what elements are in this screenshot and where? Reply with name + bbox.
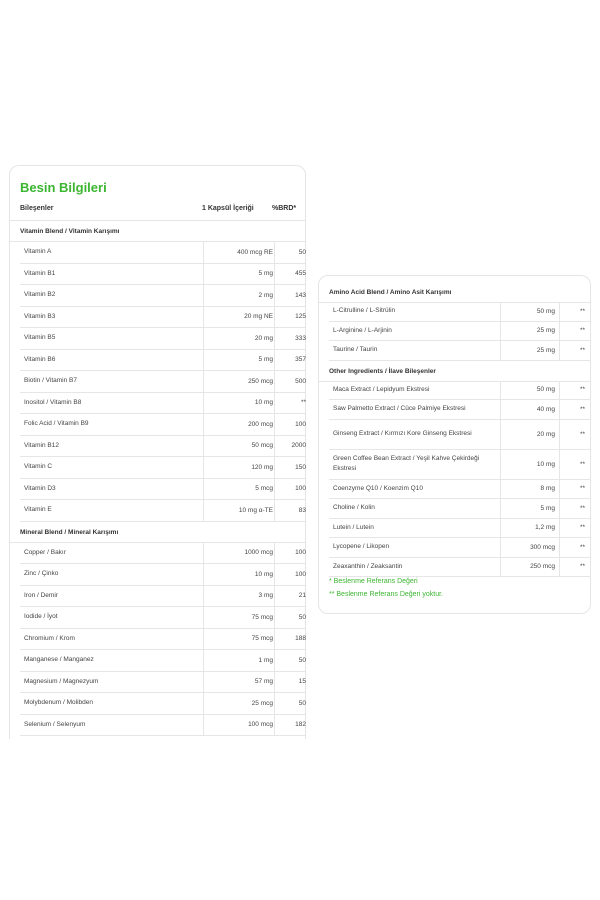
ingredient-amount: 10 mg bbox=[536, 460, 555, 468]
ingredient-amount: 25 mcg bbox=[251, 699, 273, 707]
column-divider bbox=[559, 558, 560, 577]
column-divider bbox=[559, 302, 560, 321]
ingredient-amount: 10 mg bbox=[254, 570, 273, 578]
column-divider bbox=[559, 499, 560, 518]
column-divider bbox=[274, 586, 275, 607]
table-row bbox=[329, 381, 590, 401]
table-row bbox=[20, 264, 305, 286]
ingredient-rdv: 357 bbox=[295, 356, 306, 364]
ingredient-amount: 57 mg bbox=[254, 678, 273, 686]
ingredient-amount: 2 mg bbox=[258, 291, 273, 299]
table-row bbox=[20, 328, 305, 350]
column-divider bbox=[274, 607, 275, 628]
ingredient-name: Lutein / Lutein bbox=[333, 523, 374, 531]
ingredient-amount: 20 mg bbox=[536, 430, 555, 438]
ingredient-name: Copper / Bakır bbox=[24, 548, 66, 556]
ingredient-amount: 25 mg bbox=[536, 346, 555, 354]
column-divider bbox=[274, 564, 275, 585]
column-divider bbox=[274, 350, 275, 371]
ingredient-name: Coenzyme Q10 / Koenzim Q10 bbox=[333, 484, 423, 492]
ingredient-rdv: 50 bbox=[298, 656, 306, 664]
column-divider bbox=[274, 371, 275, 392]
column-divider bbox=[274, 307, 275, 328]
ingredient-amount: 20 mg NE bbox=[244, 313, 273, 321]
table-row bbox=[20, 693, 305, 715]
header-rdv: %BRD* bbox=[272, 205, 297, 212]
ingredient-name: Maca Extract / Lepidyum Ekstresi bbox=[333, 385, 430, 393]
ingredient-rdv: ** bbox=[579, 524, 585, 532]
ingredient-rdv: 50 bbox=[298, 613, 306, 621]
ingredient-rdv: 100 bbox=[295, 485, 306, 493]
ingredient-amount: 5 mg bbox=[540, 504, 555, 512]
ingredient-rdv: 333 bbox=[295, 334, 306, 342]
ingredient-rdv: ** bbox=[579, 485, 585, 493]
ingredient-rdv: 2000 bbox=[291, 442, 306, 450]
column-divider bbox=[274, 693, 275, 714]
ingredient-name: Green Coffee Bean Extract / Yeşil Kahve Çekirdeği Ekstresi bbox=[333, 455, 480, 472]
ingredient-rdv: ** bbox=[579, 543, 585, 551]
table-row bbox=[20, 650, 305, 672]
ingredient-amount: 50 mcg bbox=[251, 442, 273, 450]
ingredient-name: Biotin / Vitamin B7 bbox=[24, 377, 77, 385]
ingredient-amount: 1 mg bbox=[258, 656, 273, 664]
column-divider bbox=[559, 400, 560, 419]
ingredient-rdv: ** bbox=[579, 405, 585, 413]
ingredient-name: Vitamin B1 bbox=[24, 269, 56, 277]
column-divider bbox=[274, 328, 275, 349]
ingredient-amount: 1000 mcg bbox=[244, 549, 273, 557]
column-divider bbox=[274, 264, 275, 285]
column-divider bbox=[559, 538, 560, 557]
ingredient-rdv: 100 bbox=[295, 549, 306, 557]
ingredient-name: Lycopene / Likopen bbox=[333, 543, 390, 551]
column-divider bbox=[274, 715, 275, 736]
table-row bbox=[329, 420, 590, 450]
footnote-rdv: * Beslenme Referans Değeri bbox=[329, 578, 418, 585]
table-row bbox=[20, 586, 305, 608]
ingredient-amount: 400 mcg RE bbox=[237, 248, 273, 256]
table-row bbox=[329, 450, 590, 480]
ingredient-rdv: ** bbox=[300, 399, 306, 407]
ingredient-name: Selenium / Selenyum bbox=[24, 720, 86, 728]
column-divider bbox=[559, 420, 560, 449]
ingredient-rdv: 455 bbox=[295, 270, 306, 278]
column-divider bbox=[274, 285, 275, 306]
ingredient-rdv: 150 bbox=[295, 463, 306, 471]
ingredient-amount: 120 mg bbox=[251, 463, 273, 471]
ingredient-rdv: 100 bbox=[295, 570, 306, 578]
ingredient-amount: 100 mcg bbox=[248, 721, 273, 729]
table-row bbox=[20, 607, 305, 629]
ingredient-name: Inositol / Vitamin B8 bbox=[24, 398, 82, 406]
table-row bbox=[329, 519, 590, 539]
ingredient-rdv: ** bbox=[579, 504, 585, 512]
ingredient-amount: 1,2 mg bbox=[535, 524, 555, 532]
ingredient-rdv: 21 bbox=[298, 592, 306, 600]
table-row bbox=[20, 715, 305, 737]
column-divider bbox=[559, 450, 560, 479]
ingredient-name: Saw Palmetto Extract / Cüce Palmiye Ekstresi bbox=[333, 405, 466, 413]
table-row bbox=[20, 672, 305, 694]
column-divider bbox=[274, 500, 275, 521]
ingredient-amount: 5 mg bbox=[258, 356, 273, 364]
column-divider bbox=[559, 341, 560, 360]
table-row bbox=[329, 538, 590, 558]
table-row bbox=[20, 457, 305, 479]
ingredient-amount: 250 mcg bbox=[248, 377, 273, 385]
ingredient-rdv: 182 bbox=[295, 721, 306, 729]
section-heading: Amino Acid Blend / Amino Asit Karışımı bbox=[319, 282, 590, 303]
ingredient-rdv: ** bbox=[579, 346, 585, 354]
ingredient-rdv: ** bbox=[579, 460, 585, 468]
ingredient-rdv: 50 bbox=[298, 248, 306, 256]
nutrition-table-left bbox=[9, 165, 306, 739]
column-divider bbox=[274, 650, 275, 671]
table-row bbox=[329, 400, 590, 420]
ingredient-rdv: 143 bbox=[295, 291, 306, 299]
column-divider bbox=[559, 322, 560, 341]
ingredient-name: L-Arginine / L-Arjinin bbox=[333, 326, 392, 334]
table-row bbox=[20, 629, 305, 651]
column-divider bbox=[274, 672, 275, 693]
ingredient-name: Manganese / Manganez bbox=[24, 656, 94, 664]
ingredient-amount: 50 mg bbox=[536, 386, 555, 394]
ingredient-name: Choline / Kolin bbox=[333, 504, 375, 512]
ingredient-amount: 50 mg bbox=[536, 307, 555, 315]
ingredient-rdv: ** bbox=[579, 307, 585, 315]
header-amount: 1 Kapsül İçeriği bbox=[202, 205, 254, 212]
ingredient-name: Vitamin B2 bbox=[24, 291, 56, 299]
ingredient-rdv: ** bbox=[579, 386, 585, 394]
column-divider bbox=[274, 436, 275, 457]
table-row bbox=[20, 564, 305, 586]
footnote-no-rdv: ** Beslenme Referans Değeri yoktur. bbox=[329, 591, 443, 598]
table-row bbox=[20, 393, 305, 415]
ingredient-amount: 10 mg α-TE bbox=[238, 506, 273, 514]
ingredient-amount: 250 mcg bbox=[530, 563, 555, 571]
ingredient-amount: 300 mcg bbox=[530, 543, 555, 551]
column-divider bbox=[274, 393, 275, 414]
ingredient-amount: 5 mg bbox=[258, 270, 273, 278]
ingredient-rdv: 83 bbox=[298, 506, 306, 514]
table-row bbox=[329, 322, 590, 342]
ingredient-name: Chromium / Krom bbox=[24, 634, 75, 642]
ingredient-amount: 200 mcg bbox=[248, 420, 273, 428]
table-row bbox=[20, 285, 305, 307]
section-heading: Mineral Blend / Mineral Karışımı bbox=[10, 522, 305, 543]
ingredient-name: Vitamin B5 bbox=[24, 334, 56, 342]
ingredient-rdv: ** bbox=[579, 430, 585, 438]
column-divider bbox=[274, 479, 275, 500]
column-divider bbox=[274, 457, 275, 478]
ingredient-name: Vitamin B6 bbox=[24, 355, 56, 363]
table-row bbox=[20, 350, 305, 372]
ingredient-name: Vitamin A bbox=[24, 248, 52, 256]
column-divider bbox=[274, 242, 275, 263]
ingredient-name: Ginseng Extract / Kırmızı Kore Ginseng Ekstresi bbox=[333, 430, 472, 437]
ingredient-name: Magnesium / Magnezyum bbox=[24, 677, 99, 685]
section-heading: Other Ingredients / İlave Bileşenler bbox=[319, 361, 590, 382]
ingredient-name: Vitamin B3 bbox=[24, 312, 56, 320]
ingredient-name: Vitamin B12 bbox=[24, 441, 59, 449]
ingredient-rdv: 15 bbox=[298, 678, 306, 686]
column-divider bbox=[559, 519, 560, 538]
table-row bbox=[329, 499, 590, 519]
ingredient-rdv: 125 bbox=[295, 313, 306, 321]
ingredient-amount: 75 mcg bbox=[251, 635, 273, 643]
section-heading: Vitamin Blend / Vitamin Karışımı bbox=[10, 221, 305, 242]
nutrition-table-right bbox=[318, 275, 591, 614]
ingredient-name: Iron / Demir bbox=[24, 591, 58, 599]
ingredient-amount: 3 mg bbox=[258, 592, 273, 600]
column-divider bbox=[559, 480, 560, 499]
ingredient-name: Zinc / Çinko bbox=[24, 570, 59, 578]
header-ingredients: Bileşenler bbox=[20, 205, 54, 212]
ingredient-rdv: ** bbox=[579, 327, 585, 335]
ingredient-name: Zeaxanthin / Zeaksantin bbox=[333, 562, 403, 570]
ingredient-amount: 75 mcg bbox=[251, 613, 273, 621]
table-row bbox=[20, 414, 305, 436]
ingredient-rdv: ** bbox=[579, 563, 585, 571]
column-divider bbox=[274, 629, 275, 650]
table-row bbox=[329, 302, 590, 322]
ingredient-name: Folic Acid / Vitamin B9 bbox=[24, 420, 89, 428]
table-row bbox=[20, 371, 305, 393]
ingredient-name: Vitamin D3 bbox=[24, 484, 56, 492]
table-row bbox=[20, 543, 305, 565]
column-divider bbox=[559, 381, 560, 400]
table-row bbox=[20, 500, 305, 522]
table-row bbox=[329, 558, 590, 578]
table-row bbox=[20, 242, 305, 264]
table-row bbox=[20, 479, 305, 501]
table-row bbox=[20, 436, 305, 458]
ingredient-amount: 10 mg bbox=[254, 399, 273, 407]
ingredient-amount: 25 mg bbox=[536, 327, 555, 335]
table-row bbox=[329, 341, 590, 361]
column-divider bbox=[274, 543, 275, 564]
ingredient-amount: 8 mg bbox=[540, 485, 555, 493]
ingredient-name: Vitamin C bbox=[24, 463, 53, 471]
column-divider bbox=[274, 414, 275, 435]
ingredient-amount: 40 mg bbox=[536, 405, 555, 413]
table-row bbox=[20, 307, 305, 329]
ingredient-name: Molybdenum / Molibden bbox=[24, 699, 94, 707]
ingredient-rdv: 100 bbox=[295, 420, 306, 428]
ingredient-rdv: 50 bbox=[298, 699, 306, 707]
table-row bbox=[329, 480, 590, 500]
ingredient-name: Taurine / Taurin bbox=[333, 346, 378, 354]
ingredient-amount: 20 mg bbox=[254, 334, 273, 342]
ingredient-rdv: 500 bbox=[295, 377, 306, 385]
ingredient-amount: 5 mcg bbox=[255, 485, 273, 493]
ingredient-rdv: 188 bbox=[295, 635, 306, 643]
ingredient-name: Iodide / İyot bbox=[24, 613, 58, 621]
page-title: Besin Bilgileri bbox=[20, 180, 107, 195]
ingredient-name: L-Citrulline / L-Sitrülin bbox=[333, 307, 396, 315]
ingredient-name: Vitamin E bbox=[24, 506, 52, 514]
